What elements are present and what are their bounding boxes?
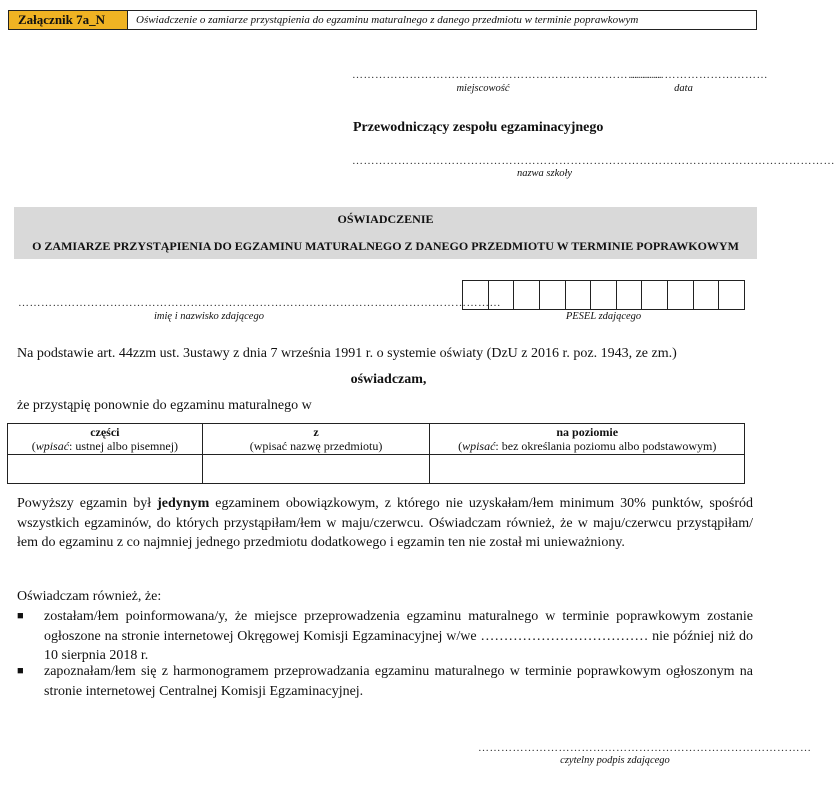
- pesel-digit-box[interactable]: [463, 281, 489, 309]
- pesel-digit-box[interactable]: [540, 281, 566, 309]
- recipient-title: Przewodniczący zespołu egzaminacyjnego: [353, 120, 604, 135]
- level-head: na poziomie: [556, 425, 619, 439]
- part-hint: [10, 439, 200, 453]
- statement-paragraph: [17, 494, 753, 553]
- subject-head: z: [313, 425, 319, 439]
- table-header-part: [8, 424, 203, 455]
- part-input-cell[interactable]: [8, 455, 203, 484]
- level-hint: [432, 439, 742, 453]
- statement-before: Powyższy egzamin był: [17, 496, 158, 511]
- legal-basis: Na podstawie art. 44zzm ust. 3ustawy z dnia 7 września 1991 r. o systemie oświaty (DzU z 2016 r. poz. 1943, ze zm.): [17, 346, 677, 361]
- pesel-boxes[interactable]: [462, 280, 745, 310]
- pesel-digit-box[interactable]: [694, 281, 720, 309]
- signature-line: ……………………………………………………………………………: [478, 742, 812, 754]
- level-input-cell[interactable]: [430, 455, 745, 484]
- attachment-tag: Załącznik 7a_N: [9, 11, 128, 29]
- pesel-digit-box[interactable]: [617, 281, 643, 309]
- declare-heading: oświadczam,: [350, 372, 427, 387]
- place-caption: miejscowość: [456, 83, 510, 94]
- date-line: ………………………………: [630, 69, 768, 81]
- school-line: ………………………………………………………………………………………………………………: [352, 155, 835, 167]
- declare-intro: że przystąpię ponownie do egzaminu maturalnego w: [17, 398, 312, 413]
- document-title-band: [14, 207, 757, 259]
- pesel-digit-box[interactable]: [642, 281, 668, 309]
- level-hint-rest: : bez określania poziomu albo podstawowym): [495, 439, 717, 453]
- statement-after: egzaminem obowiązkowym, z którego nie uzyskałam/łem minimum 30% punktów, spośród wszystkich egzaminów, do których przystąpiłam/łem w maju/czerwcu. Oświadczam również, że w maju/czerwcu przystąpiłam/łem do egzaminu z co najmniej jednego przedmiotu dodatkowego i egzamin ten nie został mi unieważniony.: [17, 496, 753, 550]
- table-header-level: [430, 424, 745, 455]
- table-input-row: [8, 455, 745, 484]
- pesel-caption: PESEL zdającego: [565, 311, 642, 322]
- attachment-header: [8, 10, 757, 30]
- bullet-item: zapoznałam/łem się z harmonogramem przeprowadzania egzaminu maturalnego w terminie poprawkowym ogłoszonym na stronie internetowej Centralnej Komisji Egzaminacyjnej.: [44, 664, 753, 699]
- bullet-square-icon: ■: [17, 665, 24, 677]
- bullet-item: zostałam/łem poinformowana/y, że miejsce przeprowadzenia egzaminu maturalnego w terminie poprawkowym zostanie ogłoszone na stronie internetowej Okręgowej Komisji Egzaminacyjnej w/we ……………………………… nie później niż do 10 sierpnia 2018 r.: [44, 609, 753, 663]
- level-hint-label: wpisać: [462, 439, 496, 453]
- part-head: części: [90, 425, 120, 439]
- document-title: OŚWIADCZENIE: [337, 212, 434, 226]
- name-caption: imię i nazwisko zdającego: [154, 311, 264, 322]
- table-header-subject: [202, 424, 430, 455]
- pesel-digit-box[interactable]: [719, 281, 744, 309]
- bullet-square-icon: ■: [17, 610, 24, 622]
- pesel-digit-box[interactable]: [566, 281, 592, 309]
- place-line: ………………………………………………………………………: [352, 69, 663, 81]
- signature-caption: czytelny podpis zdającego: [560, 755, 670, 766]
- school-caption: nazwa szkoły: [516, 168, 573, 179]
- attachment-title: Oświadczenie o zamiarze przystąpienia do egzaminu maturalnego z danego przedmiotu w terminie poprawkowym: [136, 14, 639, 26]
- pesel-digit-box[interactable]: [489, 281, 515, 309]
- level-hint-open: (: [458, 439, 463, 453]
- subject-hint: (wpisać nazwę przedmiotu): [249, 439, 383, 453]
- part-hint-label: wpisać: [35, 439, 70, 453]
- name-line: ………………………………………………………………………………………………………………: [18, 297, 501, 309]
- pesel-digit-box[interactable]: [591, 281, 617, 309]
- date-caption: data: [674, 83, 693, 94]
- table-header-row: [8, 424, 745, 455]
- pesel-digit-box[interactable]: [514, 281, 540, 309]
- part-hint-open: (: [31, 439, 36, 453]
- subject-input-cell[interactable]: [202, 455, 430, 484]
- exam-table: [7, 423, 745, 484]
- statement-bold: jedynym: [157, 496, 210, 511]
- additional-statement-intro: Oświadczam również, że:: [17, 589, 162, 604]
- document-subtitle: O ZAMIARZE PRZYSTĄPIENIA DO EGZAMINU MATURALNEGO Z DANEGO PRZEDMIOTU W TERMINIE POPRAWKOWYM: [32, 239, 739, 253]
- part-hint-rest: : ustnej albo pisemnej): [69, 439, 179, 453]
- pesel-digit-box[interactable]: [668, 281, 694, 309]
